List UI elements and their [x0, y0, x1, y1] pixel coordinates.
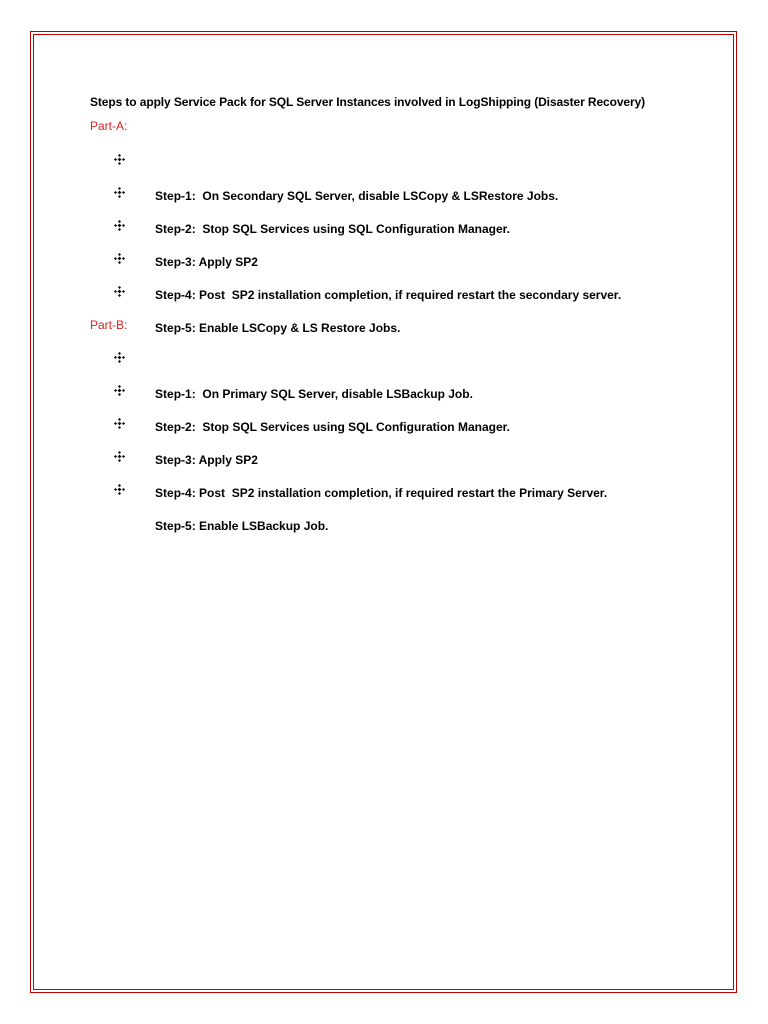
- step-text: Step-3: Apply SP2: [155, 255, 258, 269]
- four-diamond-bullet-icon: [114, 349, 126, 367]
- part-b-step-1: [90, 349, 690, 401]
- step-text: Step-5: Enable LSCopy & LS Restore Jobs.: [155, 321, 401, 335]
- four-diamond-bullet-icon: [114, 250, 126, 268]
- four-diamond-bullet-icon: [114, 217, 126, 235]
- part-a-heading: Part-A:: [90, 119, 128, 133]
- document-title: Steps to apply Service Pack for SQL Server Instances involved in LogShipping (Disaster Recovery): [90, 95, 646, 109]
- four-diamond-bullet-icon: [114, 184, 126, 202]
- part-a-step-3: [90, 217, 690, 269]
- part-a-step-4: [90, 250, 690, 302]
- document-content: [90, 93, 690, 533]
- four-diamond-bullet-icon: [114, 415, 126, 433]
- step-text: Step-2: Stop SQL Services using SQL Configuration Manager.: [155, 420, 510, 434]
- step-text: Step-4: Post SP2 installation completion, if required restart the secondary server.: [155, 288, 622, 302]
- part-b-step-4: [90, 448, 690, 500]
- step-text: Step-2: Stop SQL Services using SQL Configuration Manager.: [155, 222, 510, 236]
- part-b-step-5: [90, 481, 690, 533]
- part-b-heading: Part-B:: [90, 318, 128, 332]
- four-diamond-bullet-icon: [114, 382, 126, 400]
- four-diamond-bullet-icon: [114, 283, 126, 301]
- four-diamond-bullet-icon: [114, 448, 126, 466]
- step-text: Step-3: Apply SP2: [155, 453, 258, 467]
- part-b-step-2: [90, 382, 690, 434]
- step-text: Step-1: On Primary SQL Server, disable LSBackup Job.: [155, 387, 473, 401]
- step-text: Step-1: On Secondary SQL Server, disable LSCopy & LSRestore Jobs.: [155, 189, 559, 203]
- part-b-step-3: [90, 415, 690, 467]
- step-text: Step-5: Enable LSBackup Job.: [155, 519, 329, 533]
- four-diamond-bullet-icon: [114, 151, 126, 169]
- part-a-step-1: [90, 151, 690, 203]
- step-text: Step-4: Post SP2 installation completion, if required restart the Primary Server.: [155, 486, 608, 500]
- part-b-steps: [90, 349, 690, 533]
- part-a-step-2: [90, 184, 690, 236]
- four-diamond-bullet-icon: [114, 481, 126, 499]
